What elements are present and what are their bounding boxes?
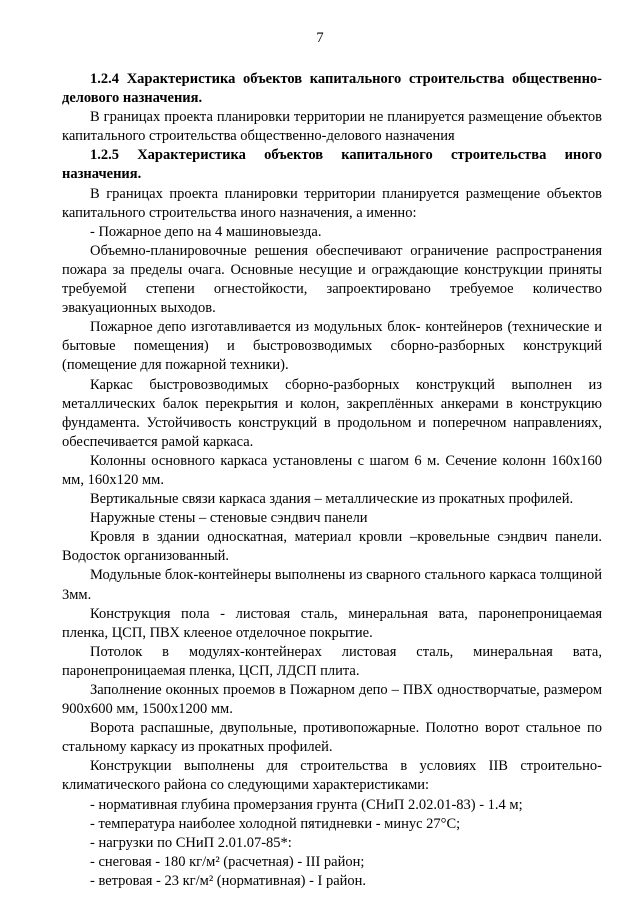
section-title: Характеристика объектов капитального строительства общественно-делового назначения. [62, 71, 603, 107]
paragraph: Кровля в здании односкатная, материал кровли –кровельные сэндвич панели. Водосток организованный. [62, 529, 602, 565]
section-number: 1.2.4 [90, 71, 119, 87]
document-body [62, 70, 602, 891]
list-item: - Пожарное депо на 4 машиновыезда. [90, 223, 322, 240]
section-heading-1-2-4 [62, 70, 602, 108]
paragraph: Пожарное депо изготавливается из модульных блок- контейнеров (технические и бытовые помещения) и быстровозводимых сборно-разборных конструкций (помещение для пожарной техники). [62, 319, 602, 374]
section-title: Характеристика объектов капитального строительства иного назначения. [62, 147, 602, 183]
page-number: 7 [316, 30, 324, 46]
paragraph: Каркас быстровозводимых сборно-разборных конструкций выполнен из металлических балок перекрытия и колон, закреплённых анкерами в конструкцию фундамента. Устойчивость конструкций в продольном и поперечном направлениях, обеспечивается рамой каркаса. [62, 376, 602, 450]
paragraph: В границах проекта планировки территории планируется размещение объектов капитального строительства иного назначения, а именно: [62, 185, 602, 221]
list-item: - нормативная глубина промерзания грунта (СНиП 2.02.01-83) - 1.4 м; [90, 796, 523, 813]
paragraph: Модульные блок-контейнеры выполнены из сварного стального каркаса толщиной 3мм. [62, 567, 602, 603]
paragraph: Конструкции выполнены для строительства в условиях IIВ строительно-климатического района со следующими характеристиками: [62, 758, 602, 794]
paragraph: Конструкция пола - листовая сталь, минеральная вата, паронепроницаемая пленка, ЦСП, ПВХ клееное отделочное покрытие. [62, 605, 602, 641]
paragraph: Объемно-планировочные решения обеспечивают ограничение распространения пожара за пределы очага. Основные несущие и ограждающие конструкции приняты требуемой степени огнестойкости, запроектировано требуемое количество эвакуационных выходов. [62, 242, 602, 317]
section-number: 1.2.5 [90, 147, 119, 164]
paragraph: Заполнение оконных проемов в Пожарном депо – ПВХ одностворчатые, размером 900х600 мм, 1500х1200 мм. [62, 682, 602, 718]
paragraph: В границах проекта планировки территории не планируется размещение объектов капитального строительства общественно-делового назначения [62, 109, 602, 145]
paragraph: Потолок в модулях-контейнерах листовая сталь, минеральная вата, паронепроницаемая пленка, ЦСП, ЛДСП плита. [62, 643, 602, 679]
section-heading-1-2-5 [62, 146, 602, 184]
paragraph: Колонны основного каркаса установлены с шагом 6 м. Сечение колонн 160х160 мм, 160х120 мм. [62, 452, 602, 488]
paragraph: Вертикальные связи каркаса здания – металлические из прокатных профилей. [90, 491, 574, 508]
list-item: - нагрузки по СНиП 2.01.07-85*: [90, 834, 292, 851]
list-item: - снеговая - 180 кг/м² (расчетная) - III район; [90, 853, 365, 870]
paragraph: Ворота распашные, двупольные, противопожарные. Полотно ворот стальное по стальному каркасу из прокатных профилей. [62, 720, 602, 756]
paragraph: Наружные стены – стеновые сэндвич панели [90, 510, 368, 527]
list-item: - температура наиболее холодной пятидневки - минус 27°С; [90, 815, 461, 832]
list-item: - ветровая - 23 кг/м² (нормативная) - I район. [90, 872, 367, 889]
